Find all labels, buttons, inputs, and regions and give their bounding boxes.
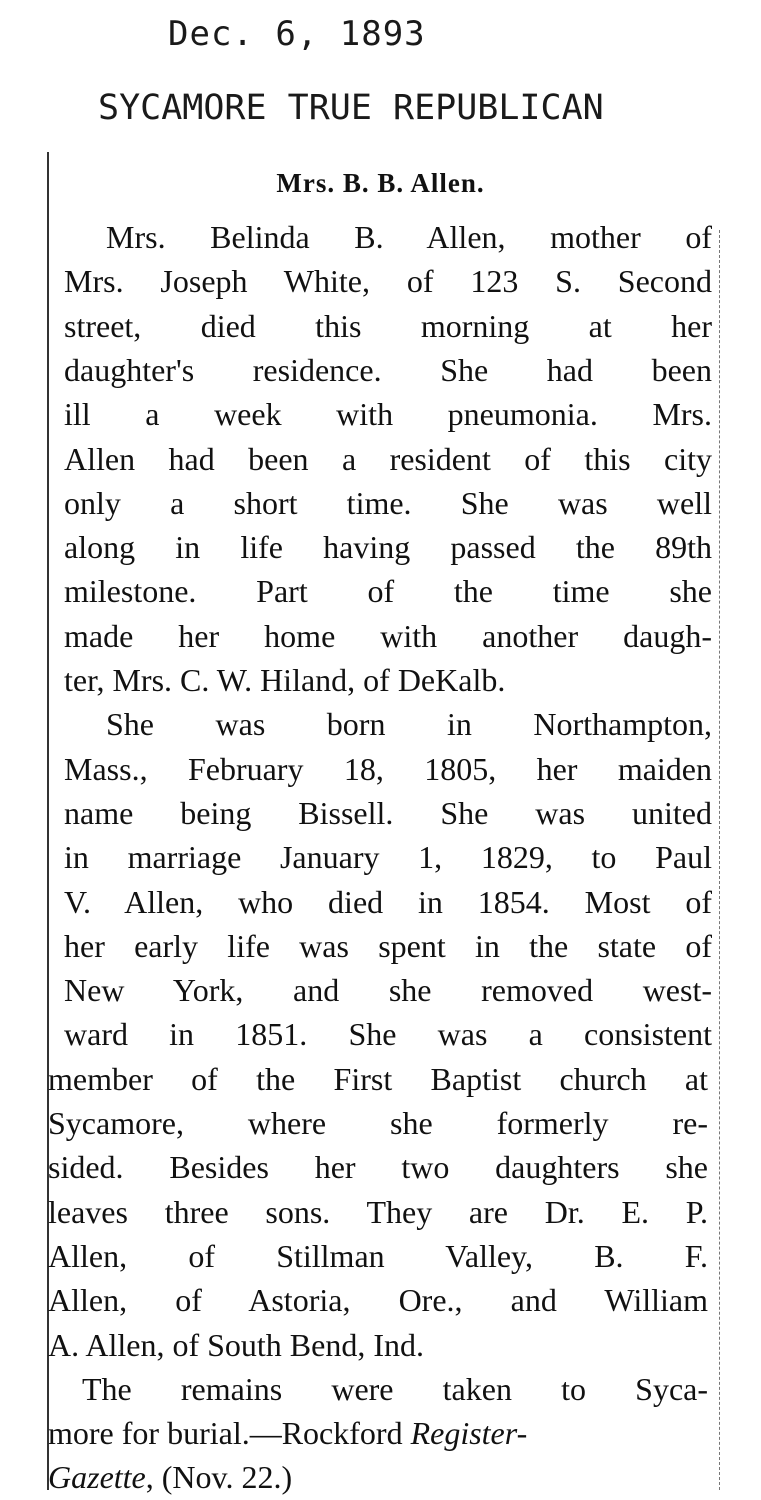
article-line: in marriage January 1, 1829, to Paul xyxy=(64,839,712,876)
article-line: daughter's residence. She had been xyxy=(64,351,712,388)
article-line xyxy=(48,1410,708,1456)
article-line: V. Allen, who died in 1854. Most of xyxy=(64,883,712,920)
article-line: She was born in Northampton, xyxy=(106,706,712,743)
column-rule-right xyxy=(719,230,720,1490)
article-line: ill a week with pneumonia. Mrs. xyxy=(64,396,712,433)
obituary-headline: Mrs. B. B. Allen. xyxy=(276,168,485,198)
article-line: Mass., February 18, 1805, her maiden xyxy=(64,750,712,787)
article-line: street, died this morning at her xyxy=(64,307,712,344)
article-line-text: more for burial.—Rockford xyxy=(48,1415,411,1452)
italic-publication-name: Register- xyxy=(410,1415,528,1452)
article-line: milestone. Part of the time she xyxy=(64,573,712,610)
article-line: Allen, of Stillman Valley, B. F. xyxy=(48,1237,708,1274)
article-line: Allen had been a resident of this city xyxy=(64,440,712,477)
article-line: Allen, of Astoria, Ore., and William xyxy=(48,1282,708,1319)
article-line: Mrs. Joseph White, of 123 S. Second xyxy=(64,263,712,300)
article-line: Mrs. Belinda B. Allen, mother of xyxy=(106,219,712,255)
article-line: sided. Besides her two daughters she xyxy=(48,1149,708,1186)
article-line: only a short time. She was well xyxy=(64,484,712,521)
article-line: name being Bissell. She was united xyxy=(64,794,712,831)
article-line: New York, and she removed west- xyxy=(64,972,712,1009)
article-line: her early life was spent in the state of xyxy=(64,927,712,964)
article-line: leaves three sons. They are Dr. E. P. xyxy=(48,1193,708,1230)
article-line: ter, Mrs. C. W. Hiland, of DeKalb. xyxy=(64,662,506,698)
article-line: The remains were taken to Syca- xyxy=(82,1370,708,1407)
article-line: A. Allen, of South Bend, Ind. xyxy=(48,1326,424,1363)
article-line: member of the First Baptist church at xyxy=(48,1060,708,1097)
italic-publication-name: Gazette xyxy=(48,1459,146,1496)
article-line xyxy=(48,1454,708,1500)
clipping-date: Dec. 6, 1893 xyxy=(168,14,426,54)
article-line: ward in 1851. She was a consistent xyxy=(64,1016,712,1053)
article-line: along in life having passed the 89th xyxy=(64,529,712,566)
article-line: made her home with another daugh- xyxy=(64,617,712,654)
article-line-text: , (Nov. 22.) xyxy=(145,1459,293,1496)
newspaper-name: SYCAMORE TRUE REPUBLICAN xyxy=(98,88,604,128)
article-line: Sycamore, where she formerly re- xyxy=(48,1105,708,1141)
